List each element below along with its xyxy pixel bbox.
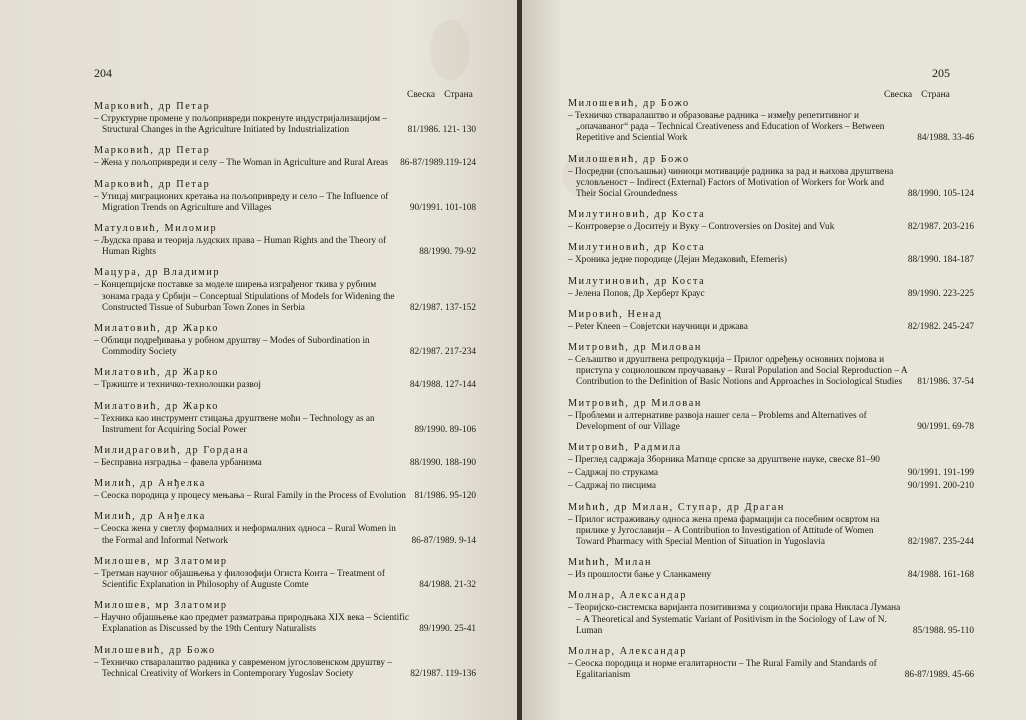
entry-title: – Људска права и теорија људских права – Human Rights and the Theory of Human Rights [94, 236, 387, 258]
entry-reference: 88/1990. 79-92 [419, 247, 476, 258]
entry-item [568, 515, 974, 549]
entry-reference: 82/1987. 119-136 [410, 668, 476, 679]
entry-item [94, 158, 476, 169]
entry-item [94, 524, 476, 546]
entry-author: Милошев, мр Златомир [94, 555, 228, 567]
entry-title: – Утицај миграционих кретања на пољопривреду и село – The Influence of Migration Trends on Agriculture and Villages [94, 191, 389, 213]
entry-reference: 84/1988. 127-144 [409, 380, 476, 391]
entry-title: – Облици подређивања у робном друштву – Modes of Subordination in Commodity Society [94, 336, 370, 358]
column-page-label: Страна [444, 90, 473, 100]
index-entry [568, 342, 974, 389]
entry-author: Мацура, др Владимир [94, 267, 221, 279]
index-entry [94, 101, 476, 136]
entry-title: – Бесправна изградња – фавела урбанизма [94, 458, 262, 469]
entry-author: Матуловић, Миломир [94, 223, 218, 235]
index-entry [568, 557, 974, 581]
entry-reference: 88/1990. 184-187 [907, 255, 974, 266]
entry-author: Милошевић, др Божо [568, 98, 690, 109]
index-entry [568, 646, 974, 681]
entry-reference: 88/1990. 188-190 [409, 458, 476, 469]
entry-item [94, 613, 476, 635]
index-entry [94, 600, 476, 635]
entry-reference: 86-87/1989. 45-66 [904, 670, 974, 681]
entry-author: Милатовић, др Жарко [94, 400, 219, 412]
entry-author: Милутиновић, др Коста [568, 275, 706, 287]
entry-item [94, 380, 476, 391]
index-entry [94, 445, 476, 469]
right-page [522, 0, 1026, 720]
entry-author: Милутиновић, др Коста [568, 209, 706, 221]
entry-author: Молнар, Александар [568, 590, 687, 602]
index-entry [568, 242, 974, 266]
entry-reference: 84/1988. 161-168 [907, 570, 974, 581]
entry-title: – Жена у пољопривреди и селу – The Woman in Agriculture and Rural Areas [94, 158, 389, 169]
entry-item [94, 114, 476, 136]
entry-item [94, 491, 476, 502]
entry-title: – Сеоска жена у светлу формалних и неформалних односа – Rural Women in the Formal and Informal Network [94, 524, 396, 546]
entry-title: – Контроверзе о Доситеју и Вуку – Controversies on Dositej and Vuk [568, 222, 835, 233]
entry-item [94, 569, 476, 591]
index-entry [94, 323, 476, 358]
entry-title: – Техника као инструмент стицања друштвене моћи – Technology as an Instrument for Acquiring Social Power [94, 413, 375, 435]
index-entry [94, 267, 476, 314]
entry-title: – Садржај по писцима [568, 481, 657, 492]
entry-item [568, 289, 974, 300]
index-entry [94, 223, 476, 258]
page-number: 204 [94, 66, 112, 80]
index-entry [568, 209, 974, 233]
entry-title: – Сеоска породица у процесу мењања – Rural Family in the Process of Evolution [94, 491, 406, 502]
entry-reference: 81/1986. 121- 130 [407, 125, 476, 136]
entry-item [94, 236, 476, 258]
entry-item [94, 458, 476, 469]
index-entry [94, 401, 476, 436]
column-volume-label: Свеска [407, 90, 436, 100]
entry-author: Милутиновић, др Коста [568, 242, 706, 254]
entry-title: – Из прошлости бање у Сланкамену [568, 570, 712, 581]
entry-reference: 90/1991. 69-78 [917, 421, 974, 432]
index-entries [94, 101, 476, 689]
entry-author: Милић, др Анђелка [94, 511, 206, 523]
entry-author: Митровић, др Милован [568, 397, 702, 409]
entry-title: – Проблеми и алтернативе развоја нашег села – Problems and Alternatives of Development of our Village [568, 410, 867, 432]
index-entry [94, 367, 476, 391]
entry-reference: 82/1982. 245-247 [907, 321, 974, 332]
column-header [407, 90, 482, 100]
entry-reference: 84/1988. 33-46 [917, 133, 974, 144]
entry-reference: 82/1987. 217-234 [409, 347, 476, 358]
entry-item [568, 322, 974, 333]
index-entry [568, 442, 974, 493]
entry-author: Митровић, Радмила [568, 442, 682, 454]
entry-item [568, 603, 974, 637]
entry-reference: 86-87/1989. 9-14 [411, 535, 476, 546]
entry-reference: 81/1986. 37-54 [917, 377, 974, 388]
entry-title: – Теоријско-системска варијанта позитивизма у социологији права Никласа Лумана – A Theoretical and Systematic Variant of Positivism in the Sociology of Law of N. Luman [568, 603, 901, 636]
entry-author: Милошевић, др Божо [568, 153, 690, 165]
entry-author: Милић, др Анђелка [94, 478, 206, 490]
index-entry [568, 398, 974, 433]
entry-item [94, 414, 476, 436]
entry-reference: 84/1988. 21-32 [419, 580, 476, 591]
entry-author: Милатовић, др Жарко [94, 367, 219, 379]
entry-title: – Хроника једне породице (Дејан Медаковић, Efemeris) [568, 255, 787, 266]
index-entry [94, 511, 476, 546]
entry-item [94, 192, 476, 214]
entry-title: – Техничко стваралаштво и образовање радника – између репетитивног и „опачаваног“ рада – Technical Creativeness and Education of Workers – Between Repetitive and Sciential Work [568, 111, 885, 144]
page-number: 205 [932, 66, 950, 80]
entry-item [568, 481, 974, 492]
index-entry [94, 556, 476, 591]
index-entry [568, 154, 974, 201]
entry-reference: 81/1986. 95-120 [414, 491, 476, 502]
entry-item [94, 658, 476, 680]
column-page-label: Страна [921, 90, 950, 100]
entry-author: Милидраговић, др Гордана [94, 445, 250, 457]
entry-author: Мићић, Милан [568, 557, 653, 569]
entry-item [568, 455, 974, 466]
entry-author: Марковић, др Петар [94, 145, 211, 157]
entry-author: Мићић, др Милан, Ступар, др Драган [568, 501, 785, 513]
entry-reference: 90/1991. 101-108 [409, 202, 476, 213]
entry-item [568, 570, 974, 581]
entry-author: Милошев, мр Златомир [94, 600, 228, 612]
entry-title: – Сељаштво и друштвена репродукција – Прилог одређењу основних појмова и приступа у социолошком проучавању – Rural Population and Social Reproduction – A Contribution to the Definition of Basic Notions and Approaches in Sociological Studies [568, 355, 908, 388]
entry-title: – Сеоска породица и норме егалитарности – The Rural Family and Standards of Egalitarianism [568, 659, 877, 681]
entry-title: – Тржиште и техничко-технолошки развој [94, 380, 261, 391]
entry-reference: 86-87/1989.119-124 [400, 158, 476, 169]
index-entry [568, 590, 974, 637]
entry-title: – Преглед садржаја Зборника Матице српске за друштвене науке, свеске 81–90 [568, 455, 880, 466]
entry-title: – Посредни (спољашњи) чиниоци мотивације радника за рад и њихова друштвена условљеност – Indirect (External) Factors of Motivation of Workers for Work and Their Social Groundedness [568, 166, 894, 200]
entry-item [568, 167, 974, 201]
index-entry [568, 98, 974, 145]
entry-author: Милошевић, др Божо [94, 644, 216, 656]
entry-author: Марковић, др Петар [94, 101, 211, 112]
entry-reference: 89/1990. 25-41 [419, 624, 476, 635]
entry-title: – Садржај по струкама [568, 468, 659, 479]
entry-item [568, 222, 974, 233]
index-entry [568, 276, 974, 300]
entry-item [568, 411, 974, 433]
index-entry [94, 645, 476, 680]
entry-title: – Јелена Попов, Др Херберт Краус [568, 288, 705, 299]
index-entry [94, 145, 476, 169]
index-entries [568, 98, 974, 690]
entry-author: Милатовић, др Жарко [94, 323, 219, 335]
entry-item [568, 355, 974, 389]
entry-reference: 90/1991. 191-199 [907, 468, 974, 479]
entry-reference: 82/1987. 203-216 [907, 222, 974, 233]
entry-item [568, 111, 974, 145]
entry-item [568, 659, 974, 681]
index-entry [568, 502, 974, 549]
entry-author: Мировић, Ненад [568, 308, 663, 320]
entry-reference: 88/1990. 105-124 [907, 189, 974, 200]
entry-item [94, 336, 476, 358]
column-volume-label: Свеска [884, 90, 913, 100]
entry-title: – Прилог истраживању односа жена према фармацији са посебним освртом на прилике у Југославији – A Contribution to Investigation of Attitude of Women Toward Pharmacy with Special Mention of Situation in Yugoslavia [568, 514, 880, 548]
entry-title: – Третман научног објашњења у филозофији Огиста Конта – Treatment of Scientific Explanation in Philosophy of Auguste Comte [94, 568, 385, 591]
entry-reference: 89/1990. 89-106 [414, 424, 476, 435]
entry-item [568, 468, 974, 479]
entry-title: – Peter Kneen – Совјетски научници и држава [568, 321, 748, 332]
entry-title: – Техничко стваралаштво радника у савременом југословенском друштву – Technical Creativity of Workers in Contemporary Yugoslav Society [94, 657, 392, 679]
entry-reference: 85/1988. 95-110 [912, 625, 974, 636]
index-entry [94, 179, 476, 214]
index-entry [94, 478, 476, 502]
entry-author: Молнар, Александар [568, 646, 687, 658]
index-entry [568, 309, 974, 333]
entry-title: – Концепцијске поставке за моделе ширења изграђеног ткива у рубним зонама града у Србији – Conceptual Stipulations of Models for Widening the Constructed Tissue of Suburban Town Zones in Serbia [94, 280, 395, 313]
entry-reference: 82/1987. 137-152 [409, 302, 476, 313]
entry-item [94, 280, 476, 314]
entry-title: – Структурне промене у пољопривреди покренуте индустријализацијом – Structural Changes in the Agriculture Initiated by Industrialization [94, 114, 388, 136]
entry-reference: 82/1987. 235-244 [907, 537, 974, 548]
entry-author: Митровић, др Милован [568, 342, 702, 354]
entry-item [568, 255, 974, 266]
entry-author: Марковић, др Петар [94, 178, 211, 190]
entry-reference: 89/1990. 223-225 [907, 288, 974, 299]
entry-title: – Научно објашњење као предмет разматрања природњака XIX века – Scientific Explanation as Discussed by the 19th Century Naturalists [94, 613, 410, 635]
entry-reference: 90/1991. 200-210 [907, 481, 974, 492]
